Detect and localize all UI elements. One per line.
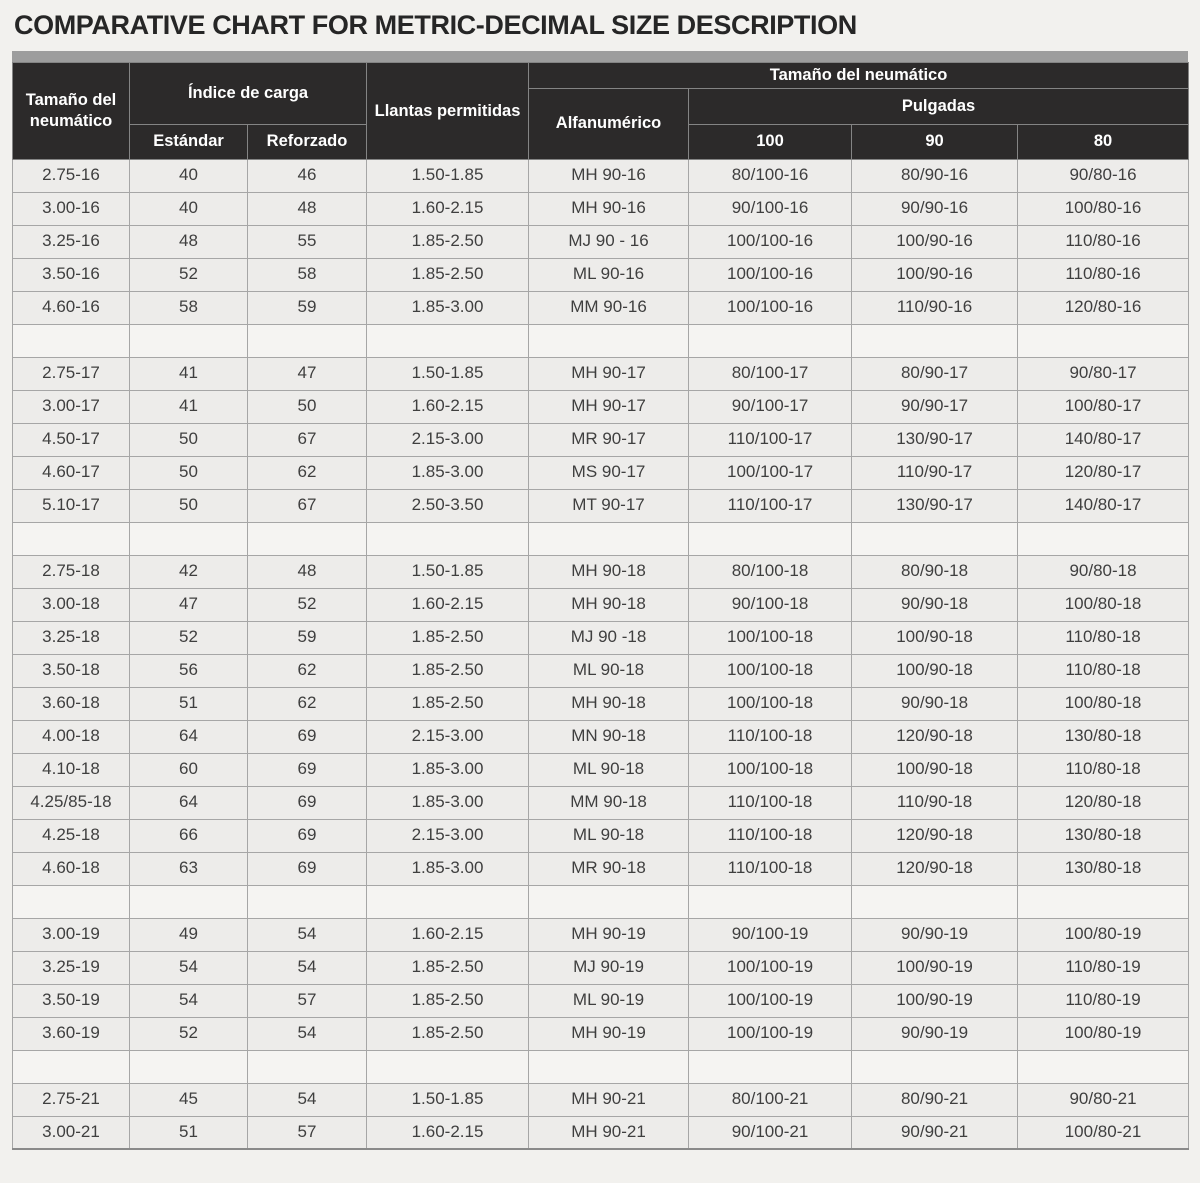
table-cell: 130/90-17 bbox=[852, 423, 1018, 456]
separator-cell bbox=[367, 522, 529, 555]
separator-cell bbox=[529, 324, 689, 357]
table-cell: 41 bbox=[130, 390, 248, 423]
table-cell: 100/100-16 bbox=[689, 258, 852, 291]
table-cell: 69 bbox=[248, 720, 367, 753]
table-cell: 3.00-16 bbox=[13, 192, 130, 225]
table-cell: 59 bbox=[248, 291, 367, 324]
table-cell: 90/90-17 bbox=[852, 390, 1018, 423]
table-cell: 80/90-16 bbox=[852, 159, 1018, 192]
table-cell: 55 bbox=[248, 225, 367, 258]
table-cell: ML 90-16 bbox=[529, 258, 689, 291]
table-cell: ML 90-18 bbox=[529, 753, 689, 786]
table-cell: 100/90-16 bbox=[852, 225, 1018, 258]
table-cell: 1.85-3.00 bbox=[367, 786, 529, 819]
table-cell: 51 bbox=[130, 1116, 248, 1149]
table-cell: MJ 90 - 16 bbox=[529, 225, 689, 258]
table-cell: 110/100-17 bbox=[689, 489, 852, 522]
table-row bbox=[13, 984, 1189, 1017]
table-cell: 3.00-17 bbox=[13, 390, 130, 423]
separator-row bbox=[13, 522, 1189, 555]
table-cell: 110/90-18 bbox=[852, 786, 1018, 819]
table-cell: 1.85-2.50 bbox=[367, 687, 529, 720]
table-cell: 100/80-19 bbox=[1018, 918, 1189, 951]
table-cell: 120/90-18 bbox=[852, 819, 1018, 852]
table-cell: 120/90-18 bbox=[852, 852, 1018, 885]
table-cell: 3.60-19 bbox=[13, 1017, 130, 1050]
table-cell: 3.60-18 bbox=[13, 687, 130, 720]
table-cell: 100/100-16 bbox=[689, 291, 852, 324]
table-cell: ML 90-19 bbox=[529, 984, 689, 1017]
table-cell: 110/80-19 bbox=[1018, 984, 1189, 1017]
table-cell: MH 90-18 bbox=[529, 588, 689, 621]
table-cell: 1.50-1.85 bbox=[367, 555, 529, 588]
table-cell: MM 90-16 bbox=[529, 291, 689, 324]
header-standard: Estándar bbox=[130, 124, 248, 159]
separator-cell bbox=[852, 522, 1018, 555]
table-cell: 58 bbox=[248, 258, 367, 291]
table-cell: 48 bbox=[248, 555, 367, 588]
table-cell: 100/100-19 bbox=[689, 951, 852, 984]
separator-cell bbox=[248, 1050, 367, 1083]
table-row bbox=[13, 456, 1189, 489]
table-cell: MH 90-16 bbox=[529, 159, 689, 192]
table-cell: 4.00-18 bbox=[13, 720, 130, 753]
table-cell: 3.50-16 bbox=[13, 258, 130, 291]
table-body bbox=[13, 159, 1189, 1149]
table-top-bar bbox=[12, 51, 1188, 62]
table-row bbox=[13, 159, 1189, 192]
separator-cell bbox=[689, 324, 852, 357]
table-cell: 69 bbox=[248, 819, 367, 852]
separator-cell bbox=[1018, 522, 1189, 555]
table-cell: 90/100-16 bbox=[689, 192, 852, 225]
table-cell: 90/100-17 bbox=[689, 390, 852, 423]
table-cell: 90/90-21 bbox=[852, 1116, 1018, 1149]
table-cell: 40 bbox=[130, 192, 248, 225]
table-cell: 90/80-18 bbox=[1018, 555, 1189, 588]
separator-cell bbox=[1018, 324, 1189, 357]
separator-row bbox=[13, 1050, 1189, 1083]
table-row bbox=[13, 357, 1189, 390]
table-cell: 59 bbox=[248, 621, 367, 654]
table-cell: MH 90-18 bbox=[529, 687, 689, 720]
table-cell: 1.85-2.50 bbox=[367, 654, 529, 687]
table-cell: 50 bbox=[248, 390, 367, 423]
table-cell: ML 90-18 bbox=[529, 654, 689, 687]
table-cell: 58 bbox=[130, 291, 248, 324]
table-header bbox=[13, 63, 1189, 160]
table-cell: 3.00-21 bbox=[13, 1116, 130, 1149]
table-cell: 4.60-16 bbox=[13, 291, 130, 324]
table-cell: 52 bbox=[130, 1017, 248, 1050]
table-row bbox=[13, 489, 1189, 522]
table-cell: 3.50-19 bbox=[13, 984, 130, 1017]
separator-cell bbox=[13, 324, 130, 357]
table-cell: 57 bbox=[248, 1116, 367, 1149]
header-rims-allowed: Llantas permitidas bbox=[367, 63, 529, 160]
header-inch-90: 90 bbox=[852, 124, 1018, 159]
table-cell: 1.85-3.00 bbox=[367, 291, 529, 324]
table-row bbox=[13, 1083, 1189, 1116]
table-row bbox=[13, 753, 1189, 786]
table-cell: MR 90-17 bbox=[529, 423, 689, 456]
table-cell: 46 bbox=[248, 159, 367, 192]
table-cell: 80/100-16 bbox=[689, 159, 852, 192]
table-cell: 49 bbox=[130, 918, 248, 951]
separator-cell bbox=[689, 1050, 852, 1083]
table-cell: 52 bbox=[248, 588, 367, 621]
table-cell: 140/80-17 bbox=[1018, 423, 1189, 456]
table-row bbox=[13, 786, 1189, 819]
table-cell: 4.10-18 bbox=[13, 753, 130, 786]
table-cell: 90/90-18 bbox=[852, 687, 1018, 720]
table-cell: 69 bbox=[248, 753, 367, 786]
table-cell: 63 bbox=[130, 852, 248, 885]
table-cell: 5.10-17 bbox=[13, 489, 130, 522]
table-cell: 100/100-19 bbox=[689, 984, 852, 1017]
table-cell: 100/90-18 bbox=[852, 621, 1018, 654]
table-cell: 110/80-18 bbox=[1018, 753, 1189, 786]
table-cell: 4.50-17 bbox=[13, 423, 130, 456]
separator-cell bbox=[367, 1050, 529, 1083]
table-cell: 110/90-16 bbox=[852, 291, 1018, 324]
table-cell: 100/80-18 bbox=[1018, 588, 1189, 621]
table-cell: 100/100-17 bbox=[689, 456, 852, 489]
table-cell: 62 bbox=[248, 654, 367, 687]
table-cell: 100/90-16 bbox=[852, 258, 1018, 291]
table-cell: 50 bbox=[130, 456, 248, 489]
table-cell: 90/90-18 bbox=[852, 588, 1018, 621]
table-cell: MM 90-18 bbox=[529, 786, 689, 819]
table-cell: 51 bbox=[130, 687, 248, 720]
header-inches: Pulgadas bbox=[689, 88, 1189, 124]
table-row bbox=[13, 852, 1189, 885]
table-cell: 64 bbox=[130, 786, 248, 819]
table-cell: 2.75-16 bbox=[13, 159, 130, 192]
table-cell: 100/100-18 bbox=[689, 687, 852, 720]
separator-cell bbox=[529, 1050, 689, 1083]
table-cell: 110/90-17 bbox=[852, 456, 1018, 489]
table-cell: 3.25-18 bbox=[13, 621, 130, 654]
table-cell: 100/90-18 bbox=[852, 654, 1018, 687]
table-row bbox=[13, 423, 1189, 456]
table-cell: 45 bbox=[130, 1083, 248, 1116]
table-cell: 3.00-18 bbox=[13, 588, 130, 621]
separator-cell bbox=[852, 1050, 1018, 1083]
separator-row bbox=[13, 324, 1189, 357]
table-cell: MT 90-17 bbox=[529, 489, 689, 522]
table-cell: 80/100-18 bbox=[689, 555, 852, 588]
table-row bbox=[13, 555, 1189, 588]
table-cell: 69 bbox=[248, 786, 367, 819]
table-cell: 69 bbox=[248, 852, 367, 885]
separator-cell bbox=[529, 885, 689, 918]
table-cell: 1.85-2.50 bbox=[367, 1017, 529, 1050]
table-cell: MH 90-19 bbox=[529, 1017, 689, 1050]
table-cell: 100/100-18 bbox=[689, 621, 852, 654]
table-row bbox=[13, 1017, 1189, 1050]
header-reinforced: Reforzado bbox=[248, 124, 367, 159]
table-cell: ML 90-18 bbox=[529, 819, 689, 852]
table-cell: 1.85-3.00 bbox=[367, 852, 529, 885]
table-cell: 90/100-18 bbox=[689, 588, 852, 621]
table-cell: 1.85-2.50 bbox=[367, 621, 529, 654]
table-row bbox=[13, 819, 1189, 852]
table-cell: 90/90-19 bbox=[852, 1017, 1018, 1050]
table-cell: 42 bbox=[130, 555, 248, 588]
table-cell: 62 bbox=[248, 456, 367, 489]
table-cell: 54 bbox=[248, 951, 367, 984]
separator-cell bbox=[367, 324, 529, 357]
separator-cell bbox=[248, 324, 367, 357]
table-cell: 47 bbox=[130, 588, 248, 621]
table-cell: 120/80-18 bbox=[1018, 786, 1189, 819]
table-row bbox=[13, 687, 1189, 720]
separator-row bbox=[13, 885, 1189, 918]
table-cell: 1.85-2.50 bbox=[367, 951, 529, 984]
table-cell: 80/90-21 bbox=[852, 1083, 1018, 1116]
table-row bbox=[13, 258, 1189, 291]
table-cell: MS 90-17 bbox=[529, 456, 689, 489]
table-cell: 100/80-17 bbox=[1018, 390, 1189, 423]
table-cell: 130/80-18 bbox=[1018, 819, 1189, 852]
table-cell: 1.60-2.15 bbox=[367, 1116, 529, 1149]
table-cell: 52 bbox=[130, 621, 248, 654]
table-cell: 50 bbox=[130, 489, 248, 522]
header-tire-size: Tamaño del neumático bbox=[13, 63, 130, 160]
table-cell: 52 bbox=[130, 258, 248, 291]
table-cell: 57 bbox=[248, 984, 367, 1017]
table-cell: 2.75-18 bbox=[13, 555, 130, 588]
table-cell: 48 bbox=[248, 192, 367, 225]
separator-cell bbox=[1018, 1050, 1189, 1083]
table-cell: 67 bbox=[248, 423, 367, 456]
table-cell: 100/80-21 bbox=[1018, 1116, 1189, 1149]
separator-cell bbox=[13, 1050, 130, 1083]
table-row bbox=[13, 225, 1189, 258]
table-row bbox=[13, 588, 1189, 621]
page-title: COMPARATIVE CHART FOR METRIC-DECIMAL SIZE DESCRIPTION bbox=[14, 10, 857, 40]
table-cell: 54 bbox=[130, 951, 248, 984]
table-cell: 1.85-2.50 bbox=[367, 984, 529, 1017]
table-cell: 100/80-18 bbox=[1018, 687, 1189, 720]
table-cell: MH 90-18 bbox=[529, 555, 689, 588]
table-cell: 110/80-16 bbox=[1018, 258, 1189, 291]
table-cell: 62 bbox=[248, 687, 367, 720]
separator-cell bbox=[1018, 885, 1189, 918]
table-cell: 1.85-2.50 bbox=[367, 225, 529, 258]
table-cell: 100/100-19 bbox=[689, 1017, 852, 1050]
table-cell: 40 bbox=[130, 159, 248, 192]
separator-cell bbox=[248, 522, 367, 555]
table-cell: 47 bbox=[248, 357, 367, 390]
table-cell: 2.75-21 bbox=[13, 1083, 130, 1116]
separator-cell bbox=[13, 885, 130, 918]
table-cell: 110/100-18 bbox=[689, 720, 852, 753]
table-cell: MH 90-17 bbox=[529, 390, 689, 423]
table-cell: 41 bbox=[130, 357, 248, 390]
table-cell: 80/90-17 bbox=[852, 357, 1018, 390]
table-cell: 4.25-18 bbox=[13, 819, 130, 852]
table-cell: 120/90-18 bbox=[852, 720, 1018, 753]
table-cell: MJ 90-19 bbox=[529, 951, 689, 984]
separator-cell bbox=[130, 324, 248, 357]
table-row bbox=[13, 1116, 1189, 1149]
table-cell: 54 bbox=[130, 984, 248, 1017]
table-cell: 100/100-16 bbox=[689, 225, 852, 258]
table-cell: 2.75-17 bbox=[13, 357, 130, 390]
table-row bbox=[13, 654, 1189, 687]
table-cell: 90/80-21 bbox=[1018, 1083, 1189, 1116]
table-cell: 1.60-2.15 bbox=[367, 390, 529, 423]
separator-cell bbox=[529, 522, 689, 555]
table-cell: 1.60-2.15 bbox=[367, 588, 529, 621]
table-cell: 130/90-17 bbox=[852, 489, 1018, 522]
table-row bbox=[13, 951, 1189, 984]
table-cell: 4.25/85-18 bbox=[13, 786, 130, 819]
table-cell: 56 bbox=[130, 654, 248, 687]
table-cell: 50 bbox=[130, 423, 248, 456]
table-cell: 110/100-18 bbox=[689, 786, 852, 819]
separator-cell bbox=[130, 1050, 248, 1083]
table-cell: 130/80-18 bbox=[1018, 720, 1189, 753]
table-row bbox=[13, 390, 1189, 423]
header-inch-80: 80 bbox=[1018, 124, 1189, 159]
table-cell: MJ 90 -18 bbox=[529, 621, 689, 654]
table-cell: 100/90-19 bbox=[852, 984, 1018, 1017]
table-cell: 100/90-18 bbox=[852, 753, 1018, 786]
table-cell: 90/90-19 bbox=[852, 918, 1018, 951]
table-cell: 1.60-2.15 bbox=[367, 192, 529, 225]
table-cell: 1.85-3.00 bbox=[367, 753, 529, 786]
table-row bbox=[13, 291, 1189, 324]
table-cell: 4.60-17 bbox=[13, 456, 130, 489]
separator-cell bbox=[248, 885, 367, 918]
table-cell: 2.15-3.00 bbox=[367, 720, 529, 753]
table-cell: 1.60-2.15 bbox=[367, 918, 529, 951]
table-cell: 48 bbox=[130, 225, 248, 258]
table-cell: 100/100-18 bbox=[689, 654, 852, 687]
table-cell: 3.25-19 bbox=[13, 951, 130, 984]
table-cell: 110/80-18 bbox=[1018, 621, 1189, 654]
table-cell: 100/100-18 bbox=[689, 753, 852, 786]
table-cell: MH 90-21 bbox=[529, 1116, 689, 1149]
separator-cell bbox=[13, 522, 130, 555]
header-load-index: Índice de carga bbox=[130, 63, 367, 125]
table-cell: 80/100-17 bbox=[689, 357, 852, 390]
table-cell: 1.50-1.85 bbox=[367, 1083, 529, 1116]
table-cell: 54 bbox=[248, 918, 367, 951]
table-cell: MH 90-17 bbox=[529, 357, 689, 390]
table-cell: 4.60-18 bbox=[13, 852, 130, 885]
table-row bbox=[13, 621, 1189, 654]
table-cell: 66 bbox=[130, 819, 248, 852]
table-cell: 3.00-19 bbox=[13, 918, 130, 951]
table-cell: 2.50-3.50 bbox=[367, 489, 529, 522]
separator-cell bbox=[852, 885, 1018, 918]
table-cell: MN 90-18 bbox=[529, 720, 689, 753]
table-cell: 1.50-1.85 bbox=[367, 357, 529, 390]
table-cell: 80/100-21 bbox=[689, 1083, 852, 1116]
table-cell: 90/80-17 bbox=[1018, 357, 1189, 390]
table-cell: 110/80-18 bbox=[1018, 654, 1189, 687]
table-cell: 110/80-19 bbox=[1018, 951, 1189, 984]
table-cell: 54 bbox=[248, 1017, 367, 1050]
table-cell: 90/100-19 bbox=[689, 918, 852, 951]
header-tire-size-group: Tamaño del neumático bbox=[529, 63, 1189, 89]
table-cell: 90/100-21 bbox=[689, 1116, 852, 1149]
table-cell: 110/80-16 bbox=[1018, 225, 1189, 258]
table-cell: 110/100-17 bbox=[689, 423, 852, 456]
separator-cell bbox=[852, 324, 1018, 357]
table-cell: 140/80-17 bbox=[1018, 489, 1189, 522]
separator-cell bbox=[130, 885, 248, 918]
table-cell: 60 bbox=[130, 753, 248, 786]
separator-cell bbox=[689, 522, 852, 555]
table-cell: 2.15-3.00 bbox=[367, 423, 529, 456]
header-alphanumeric: Alfanumérico bbox=[529, 88, 689, 159]
table-cell: 90/80-16 bbox=[1018, 159, 1189, 192]
table-cell: MH 90-19 bbox=[529, 918, 689, 951]
table-cell: 100/80-19 bbox=[1018, 1017, 1189, 1050]
table-cell: 80/90-18 bbox=[852, 555, 1018, 588]
table-cell: 67 bbox=[248, 489, 367, 522]
table-cell: MH 90-16 bbox=[529, 192, 689, 225]
table-cell: 1.85-2.50 bbox=[367, 258, 529, 291]
table-cell: 110/100-18 bbox=[689, 819, 852, 852]
separator-cell bbox=[689, 885, 852, 918]
separator-cell bbox=[130, 522, 248, 555]
table-cell: 1.50-1.85 bbox=[367, 159, 529, 192]
table-cell: 100/90-19 bbox=[852, 951, 1018, 984]
separator-cell bbox=[367, 885, 529, 918]
table-cell: 1.85-3.00 bbox=[367, 456, 529, 489]
comparison-table bbox=[12, 62, 1189, 1150]
table-cell: 90/90-16 bbox=[852, 192, 1018, 225]
table-cell: 120/80-17 bbox=[1018, 456, 1189, 489]
table-cell: 100/80-16 bbox=[1018, 192, 1189, 225]
table-cell: MR 90-18 bbox=[529, 852, 689, 885]
header-inch-100: 100 bbox=[689, 124, 852, 159]
table-cell: 54 bbox=[248, 1083, 367, 1116]
table-cell: 2.15-3.00 bbox=[367, 819, 529, 852]
table-cell: 3.50-18 bbox=[13, 654, 130, 687]
table-cell: 110/100-18 bbox=[689, 852, 852, 885]
table-cell: 130/80-18 bbox=[1018, 852, 1189, 885]
table-cell: 64 bbox=[130, 720, 248, 753]
table-row bbox=[13, 918, 1189, 951]
table-row bbox=[13, 720, 1189, 753]
table-cell: 3.25-16 bbox=[13, 225, 130, 258]
header-row-top bbox=[13, 63, 1189, 89]
table-row bbox=[13, 192, 1189, 225]
table-cell: 120/80-16 bbox=[1018, 291, 1189, 324]
table-cell: MH 90-21 bbox=[529, 1083, 689, 1116]
